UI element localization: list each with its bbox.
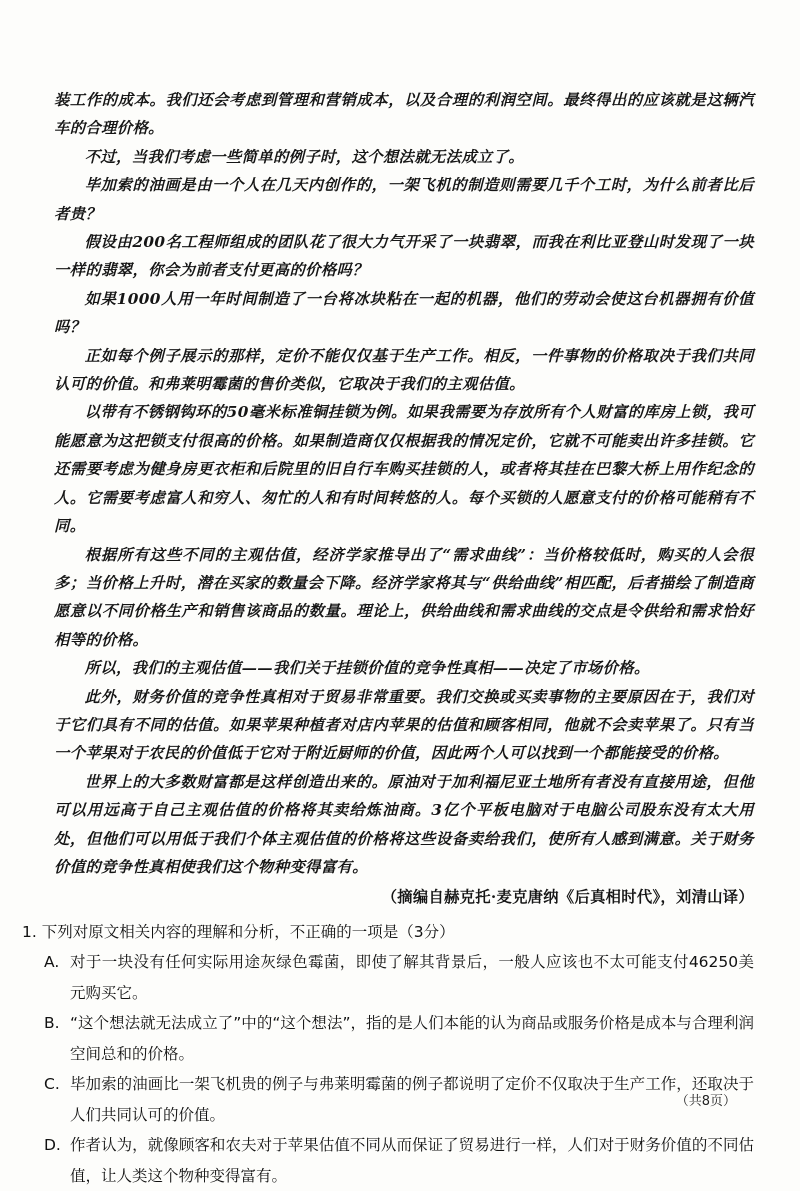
passage-paragraph-10: 此外，财务价值的竞争性真相对于贸易非常重要。我们交换或买卖事物的主要原因在于，我们对于它们具有不同的估值。如果苹果种植者对店内苹果的估值和顾客相同，他就不会卖苹果了。只有当一个苹果对于农民的价值低于它对于附近厨师的价值，因此两个人可以找到一个都能接受的价格。 <box>54 687 754 763</box>
answer-options <box>44 947 754 1191</box>
option-letter: A. <box>44 953 60 972</box>
passage-paragraph-9: 所以，我们的主观估值——我们关于挂锁价值的竞争性真相——决定了市场价格。 <box>84 659 650 678</box>
passage-paragraph-5: 如果1000人用一年时间制造了一台将冰块粘在一起的机器，他们的劳动会使这台机器拥有价值吗？ <box>54 289 754 337</box>
option-text: 毕加索的油画比一架飞机贵的例子与弗莱明霉菌的例子都说明了定价不仅取决于生产工作，还取决于人们共同认可的价值。 <box>70 1075 754 1124</box>
passage-paragraph-2: 不过，当我们考虑一些简单的例子时，这个想法就无法成立了。 <box>84 147 525 166</box>
page-number: （共8页） <box>675 1094 736 1109</box>
question-block <box>22 917 754 1191</box>
option-d[interactable] <box>44 1130 754 1191</box>
passage-paragraph-6: 正如每个例子展示的那样，定价不能仅仅基于生产工作。相反，一件事物的价格取决于我们共同认可的价值。和弗莱明霉菌的售价类似，它取决于我们的主观估值。 <box>54 346 754 394</box>
option-letter: C. <box>44 1075 60 1094</box>
passage-paragraph-8: 根据所有这些不同的主观估值，经济学家推导出了“需求曲线”：当价格较低时，购买的人会很多；当价格上升时，潜在买家的数量会下降。经济学家将其与“供给曲线”相匹配，后者描绘了制造商愿意以不同价格生产和销售该商品的数量。理论上，供给曲线和需求曲线的交点是令供给和需求恰好相等的价格。 <box>54 545 754 649</box>
passage-paragraph-11: 世界上的大多数财富都是这样创造出来的。原油对于加利福尼亚土地所有者没有直接用途，但他可以用远高于自己主观估值的价格将其卖给炼油商。3亿个平板电脑对于电脑公司股东没有太大用处，但他们可以用低于我们个体主观估值的价格将这些设备卖给我们，使所有人感到满意。关于财务价值的竞争性真相使我们这个物种变得富有。 <box>54 772 754 876</box>
passage-paragraph-7: 以带有不锈钢钩环的50毫米标准铜挂锁为例。如果我需要为存放所有个人财富的库房上锁，我可能愿意为这把锁支付很高的价格。如果制造商仅仅根据我的情况定价，它就不可能卖出许多挂锁。它还需要考虑为健身房更衣柜和后院里的旧自行车购买挂锁的人，或者将其挂在巴黎大桥上用作纪念的人。它需要考虑富人和穷人、匆忙的人和有时间转悠的人。每个买锁的人愿意支付的价格可能稍有不同。 <box>54 403 754 536</box>
option-letter: B. <box>44 1014 60 1033</box>
option-c[interactable] <box>44 1069 754 1130</box>
option-b[interactable] <box>44 1008 754 1069</box>
reading-passage <box>54 86 754 911</box>
passage-paragraph-1: 装工作的成本。我们还会考虑到管理和营销成本，以及合理的利润空间。最终得出的应该就是这辆汽车的合理价格。 <box>54 91 754 138</box>
option-text: “这个想法就无法成立了”中的“这个想法”，指的是人们本能的认为商品或服务价格是成本与合理利润空间总和的价格。 <box>70 1014 754 1063</box>
option-text: 作者认为，就像顾客和农夫对于苹果估值不同从而保证了贸易进行一样，人们对于财务价值的不同估值，让人类这个物种变得富有。 <box>70 1136 754 1185</box>
option-a[interactable] <box>44 947 754 1008</box>
question-stem: 1. 下列对原文相关内容的理解和分析，不正确的一项是（3分） <box>22 923 455 942</box>
option-letter: D. <box>44 1136 61 1155</box>
passage-paragraph-4: 假设由200名工程师组成的团队花了很大力气开采了一块翡翠，而我在利比亚登山时发现了一块一样的翡翠，你会为前者支付更高的价格吗？ <box>54 233 754 280</box>
exam-page <box>22 86 754 1191</box>
option-text: 对于一块没有任何实际用途灰绿色霉菌，即使了解其背景后，一般人应该也不太可能支付46250美元购买它。 <box>70 953 754 1002</box>
passage-paragraph-3: 毕加索的油画是由一个人在几天内创作的，一架飞机的制造则需要几千个工时，为什么前者比后者贵？ <box>54 176 754 223</box>
passage-source: （摘编自赫克托·麦克唐纳《后真相时代》，刘清山译） <box>381 888 754 907</box>
